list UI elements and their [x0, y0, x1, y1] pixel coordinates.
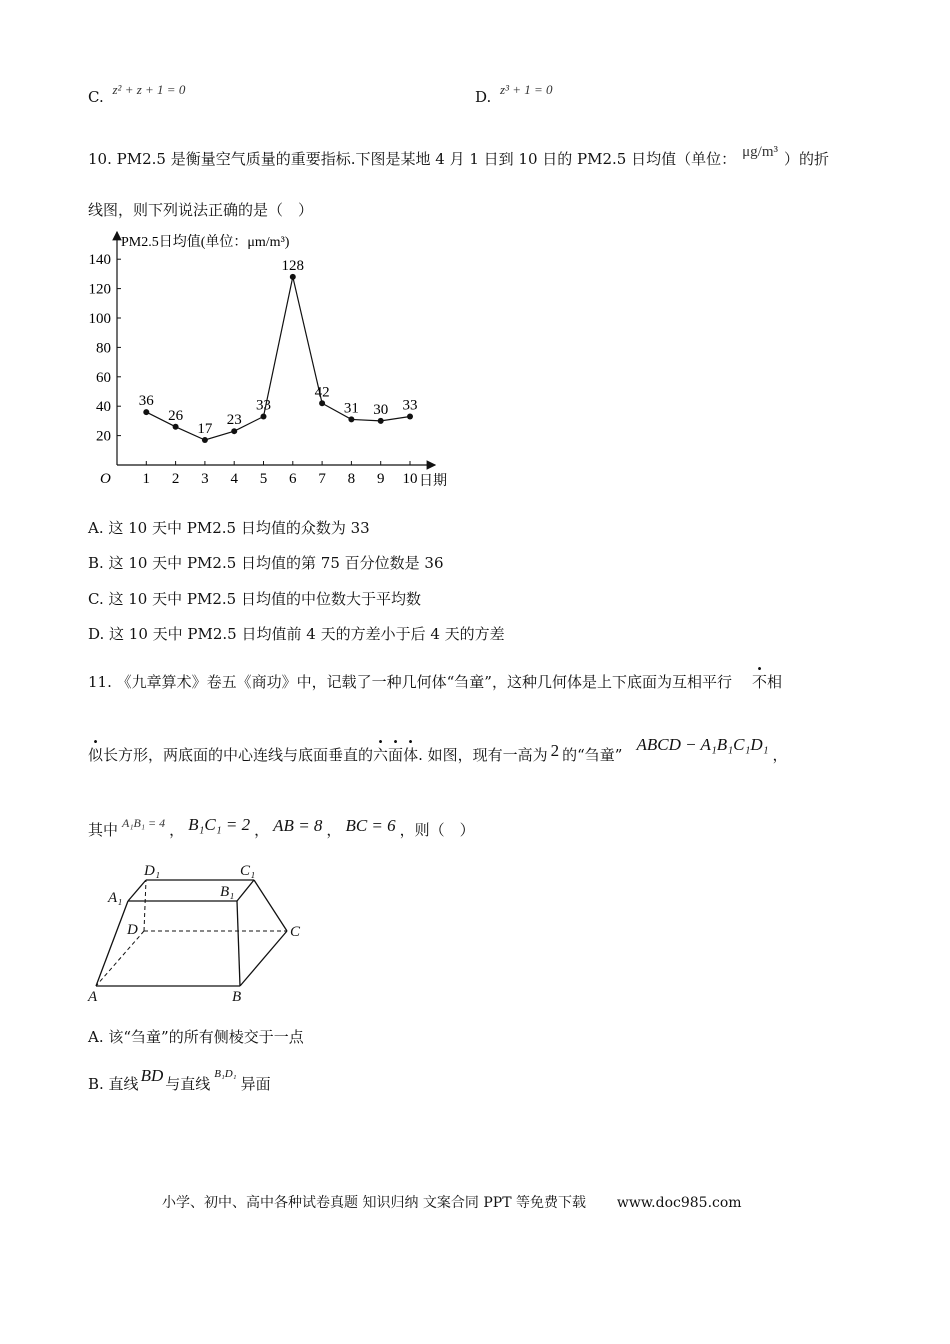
- q11-line3-start: 其中: [88, 821, 119, 839]
- q9-option-c-equation: z² + z + 1 = 0: [112, 82, 186, 97]
- data-point: [407, 413, 413, 419]
- data-point: [231, 428, 237, 434]
- edge-aa1: [96, 901, 128, 986]
- q11-emph-char-2: 似: [88, 746, 104, 764]
- q11-emph-char-5: 体: [403, 746, 419, 764]
- label-d1: D₁: [144, 863, 161, 879]
- label-b: B: [232, 989, 242, 1005]
- y-tick-label: 40: [96, 399, 111, 416]
- edge-bb1: [237, 901, 240, 986]
- data-point: [378, 418, 384, 424]
- footer-text: 小学、初中、高中各种试卷真题 知识归纳 文案合同 PPT 等免费下载: [162, 1195, 586, 1211]
- q9-option-c-label: C.: [88, 88, 104, 106]
- edge-bc: [240, 931, 287, 986]
- q11-option-b-start: B. 直线: [88, 1075, 139, 1093]
- data-point: [173, 424, 179, 430]
- origin-label: O: [100, 471, 111, 487]
- q11-option-b-line-b1d1: B₁D₁: [214, 1068, 237, 1080]
- y-tick-label: 100: [88, 311, 111, 327]
- data-label: 30: [373, 401, 389, 418]
- x-tick-label: 10: [402, 471, 418, 487]
- q11-condition-3: AB = 8: [273, 816, 323, 835]
- q11-sep-1: ，: [169, 821, 185, 839]
- q9-option-d-label: D.: [475, 88, 492, 106]
- q11-sep-3: ，: [326, 821, 342, 839]
- q10-stem-end: ）的折: [784, 150, 830, 168]
- x-tick-label: 1: [142, 471, 151, 487]
- data-label: 26: [168, 407, 184, 424]
- q11-sep-2: ，: [254, 821, 270, 839]
- x-tick-label: 3: [201, 471, 209, 487]
- q11-condition-1: A₁B₁ = 4: [122, 816, 166, 830]
- y-tick-label: 140: [88, 252, 111, 269]
- y-tick-label: 60: [96, 369, 111, 386]
- q10-option-d: D. 这 10 天中 PM2.5 日均值前 4 天的方差小于后 4 天的方差: [88, 625, 505, 643]
- x-tick-label: 5: [259, 471, 268, 487]
- q11-emph-char-3: 六: [373, 746, 389, 764]
- data-point: [348, 416, 354, 422]
- q11-line3-end: ，则（ ）: [399, 821, 475, 839]
- data-label: 31: [343, 400, 359, 417]
- q10-stem-text: PM2.5 是衡量空气质量的重要指标.下图是某地 4 月 1 日到 10 日的 PM2.5 日均值（单位：: [116, 150, 737, 168]
- hidden-edge-da: [96, 931, 144, 986]
- data-label: 33: [256, 397, 271, 414]
- q11-line2-text: 长方形，两底面的中心连线与底面垂直的: [103, 746, 374, 764]
- q11-height-value: 2: [550, 741, 560, 760]
- q10-stem-line1: [88, 144, 830, 169]
- data-label: 42: [314, 384, 330, 401]
- q10-option-b: B. 这 10 天中 PM2.5 日均值的第 75 百分位数是 36: [88, 554, 444, 572]
- q11-number: 11.: [88, 673, 112, 691]
- q11-option-b-mid: 与直线: [165, 1075, 211, 1093]
- edge-a1d1: [128, 880, 146, 901]
- q11-solid-name: ABCD − A₁B₁C₁D₁: [636, 735, 769, 754]
- frustum-figure: [84, 858, 324, 1008]
- x-tick-label: 2: [171, 471, 180, 487]
- pm25-line-chart: [80, 222, 470, 494]
- data-point: [319, 400, 325, 406]
- y-tick-label: 20: [96, 428, 111, 445]
- q11-option-b-end: 异面: [240, 1075, 271, 1093]
- hidden-edge-dd1: [144, 880, 146, 931]
- q10-option-a: A. 这 10 天中 PM2.5 日均值的众数为 33: [88, 519, 370, 537]
- y-tick-label: 120: [88, 281, 111, 298]
- q11-stem-line2: [88, 735, 788, 765]
- label-c: C: [290, 924, 301, 940]
- label-c1: C₁: [240, 863, 256, 879]
- q11-condition-4: BC = 6: [345, 816, 396, 835]
- q10-option-c: C. 这 10 天中 PM2.5 日均值的中位数大于平均数: [88, 590, 421, 608]
- series-line: [146, 277, 410, 440]
- q11-option-b: [88, 1066, 271, 1094]
- q9-option-d: [475, 82, 553, 106]
- data-point: [290, 274, 296, 280]
- y-axis-label: PM2.5日均值(单位：μm/m³): [121, 235, 290, 250]
- x-tick-label: 7: [318, 471, 326, 487]
- data-label: 128: [281, 257, 305, 274]
- q11-line1-tail: 相: [767, 673, 783, 691]
- q11-emph-char-1: 不: [751, 673, 767, 691]
- data-point: [202, 437, 208, 443]
- q11-line2-end: ，: [772, 746, 788, 764]
- q11-line1-text: 《九章算术》卷五《商功》中，记载了一种几何体“刍童”，这种几何体是上下底面为互相平行: [116, 673, 732, 691]
- data-label: 17: [197, 421, 213, 438]
- q9-option-d-equation: z³ + 1 = 0: [500, 82, 553, 97]
- q11-option-a: A. 该“刍童”的所有侧棱交于一点: [88, 1028, 304, 1046]
- q11-condition-2: B₁C₁ = 2: [188, 815, 251, 834]
- q11-line2-text-b: . 如图，现有一高为: [418, 746, 548, 764]
- data-label: 33: [402, 397, 418, 414]
- footer-url[interactable]: www.doc985.com: [616, 1195, 742, 1211]
- x-tick-label: 6: [289, 471, 297, 487]
- x-tick-label: 9: [376, 471, 385, 487]
- label-a: A: [88, 989, 98, 1005]
- q10-number: 10.: [88, 150, 112, 168]
- q9-option-c: [88, 82, 186, 106]
- x-tick-label: 8: [347, 471, 356, 487]
- q10-stem-line2: 线图，则下列说法正确的是（ ）: [88, 201, 314, 219]
- data-point: [143, 409, 149, 415]
- q11-line2-text-c: 的“刍童”: [562, 746, 623, 764]
- edge-cc1: [254, 880, 287, 931]
- label-a1: A₁: [108, 890, 123, 906]
- data-label: 23: [226, 412, 242, 429]
- q11-stem-line1: [88, 671, 782, 692]
- x-tick-label: 4: [230, 471, 238, 487]
- label-d: D: [127, 922, 138, 938]
- edge-b1c1: [237, 880, 254, 901]
- data-label: 36: [138, 393, 154, 410]
- q10-unit: μg/m³: [742, 144, 778, 160]
- data-point: [261, 413, 267, 419]
- q11-stem-line3: [88, 815, 475, 840]
- x-axis-label: 日期: [419, 474, 447, 489]
- q11-option-b-line-bd: BD: [140, 1066, 164, 1085]
- y-tick-label: 80: [96, 340, 111, 357]
- q11-emph-char-4: 面: [388, 746, 404, 764]
- label-b1: B₁: [220, 884, 235, 900]
- footer: [162, 1192, 742, 1212]
